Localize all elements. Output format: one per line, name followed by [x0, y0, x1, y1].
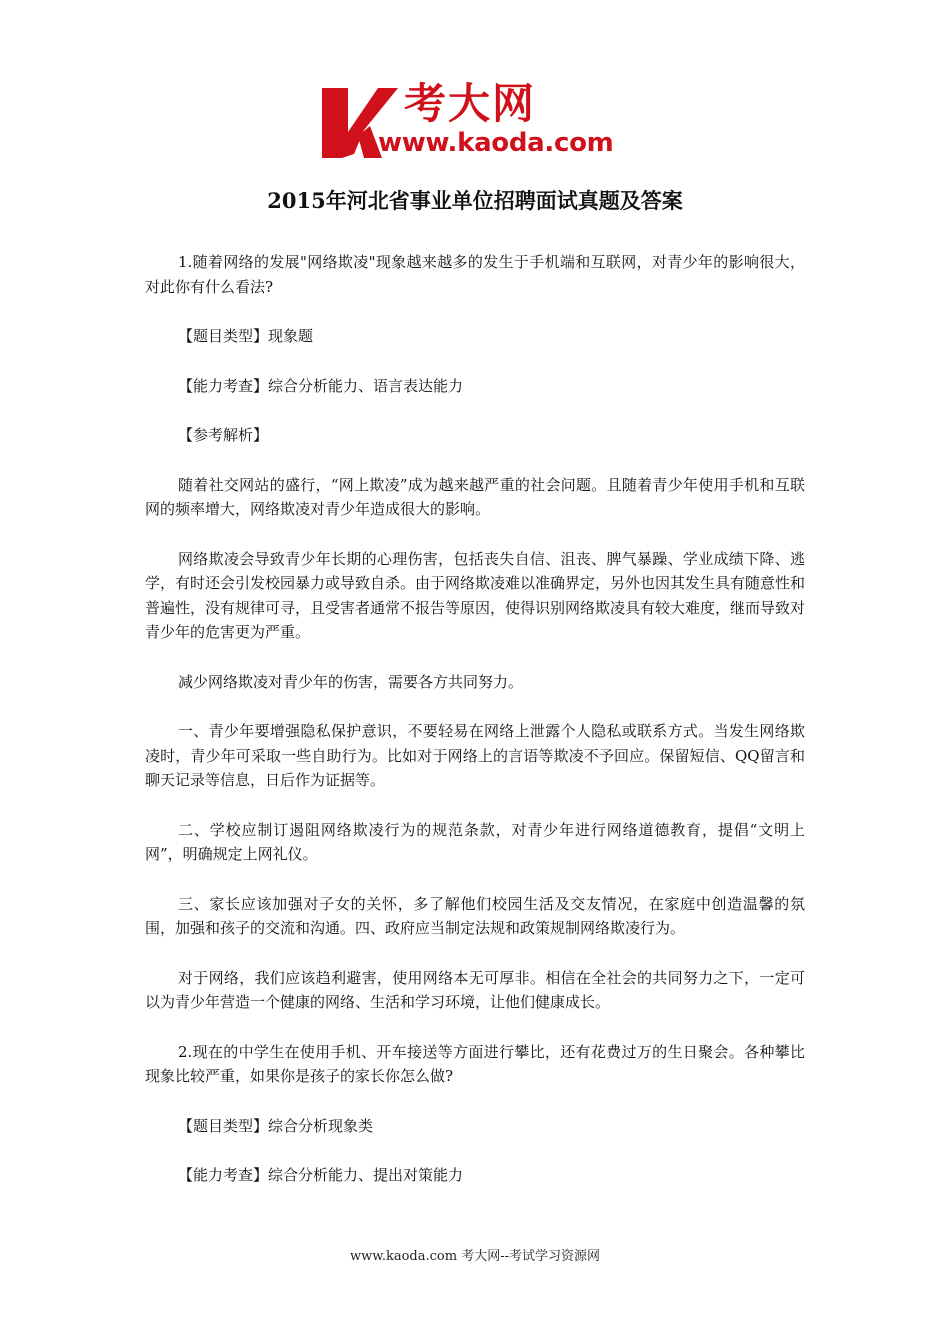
analysis-point-2: 二、学校应制订遏阻网络欺凌行为的规范条款，对青少年进行网络道德教育，提倡“文明上网”，明确规定上网礼仪。	[145, 820, 805, 863]
document-body	[145, 250, 805, 1213]
document-title: 2015年河北省事业单位招聘面试真题及答案	[267, 188, 683, 213]
analysis-point-3-4: 三、家长应该加强对子女的关怀，多了解他们校园生活及交友情况，在家庭中创造温馨的氛围，加强和孩子的交流和沟通。四、政府应当制定法规和政策规制网络欺凌行为。	[145, 894, 805, 937]
analysis-point-1: 一、青少年要增强隐私保护意识，不要轻易在网络上泄露个人隐私或联系方式。当发生网络欺凌时，青少年可采取一些自助行为。比如对于网络上的言语等欺凌不予回应。保留短信、QQ留言和聊天记录等信息，日后作为证据等。	[145, 722, 805, 789]
analysis-paragraph: 减少网络欺凌对青少年的伤害，需要各方共同努力。	[178, 672, 524, 691]
analysis-paragraph: 随着社交网站的盛行，“网上欺凌”成为越来越严重的社会问题。且随着青少年使用手机和互联网的频率增大，网络欺凌对青少年造成很大的影响。	[145, 475, 805, 518]
question-type: 【题目类型】现象题	[178, 327, 314, 345]
logo-chinese-name: 考大网	[404, 79, 537, 128]
ability-assessed: 【能力考查】综合分析能力、提出对策能力	[178, 1166, 464, 1184]
analysis-conclusion: 对于网络，我们应该趋利避害，使用网络本无可厚非。相信在全社会的共同努力之下，一定可以为青少年营造一个健康的网络、生活和学习环境，让他们健康成长。	[145, 968, 805, 1011]
kaoda-logo	[318, 79, 640, 164]
question-2: 2.现在的中学生在使用手机、开车接送等方面进行攀比，还有花费过万的生日聚会。各种攀比现象比较严重，如果你是孩子的家长你怎么做?	[145, 1042, 805, 1085]
question-type: 【题目类型】综合分析现象类	[178, 1116, 374, 1135]
logo-url: www.kaoda.com	[378, 128, 614, 158]
ability-assessed: 【能力考查】综合分析能力、语言表达能力	[178, 376, 464, 395]
reference-analysis-heading: 【参考解析】	[178, 426, 269, 444]
page-footer: www.kaoda.com 考大网--考试学习资源网	[350, 1249, 600, 1264]
question-1: 1.随着网络的发展"网络欺凌"现象越来越多的发生于手机端和互联网，对青少年的影响很大，对此你有什么看法?	[145, 253, 805, 296]
analysis-paragraph: 网络欺凌会导致青少年长期的心理伤害，包括丧失自信、沮丧、脾气暴躁、学业成绩下降、逃学，有时还会引发校园暴力或导致自杀。由于网络欺凌难以准确界定，另外也因其发生具有随意性和普遍性，没有规律可寻，且受害者通常不报告等原因，使得识别网络欺凌具有较大难度，继而导致对青少年的危害更为严重。	[145, 549, 806, 641]
